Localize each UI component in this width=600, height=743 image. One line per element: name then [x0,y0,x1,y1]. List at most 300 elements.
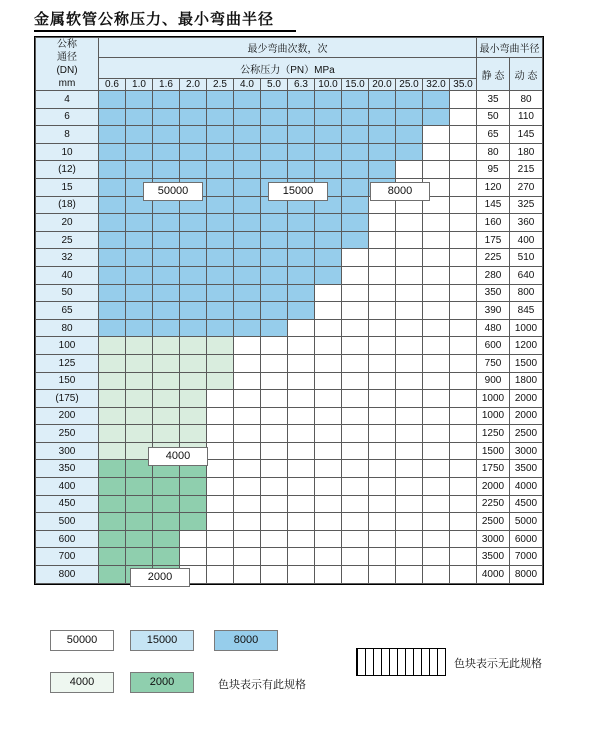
spec-cell [315,249,342,267]
spec-cell [207,178,234,196]
spec-cell [423,214,450,232]
spec-cell [180,390,207,408]
spec-cell [315,108,342,126]
spec-cell [315,284,342,302]
spec-cell [450,266,477,284]
spec-cell [234,91,261,109]
spec-cell [261,495,288,513]
spec-cell [234,513,261,531]
head-row-3 [36,79,543,91]
spec-cell [234,214,261,232]
spec-cell [396,143,423,161]
dynamic-radius-value: 2500 [510,425,543,443]
spec-cell [450,513,477,531]
dn-value: 250 [36,425,99,443]
static-header: 静 态 [477,58,510,91]
spec-cell [315,143,342,161]
spec-cell [234,372,261,390]
table-row [36,372,543,390]
spec-cell [450,407,477,425]
dn-value: 200 [36,407,99,425]
spec-cell [315,513,342,531]
spec-cell [396,302,423,320]
spec-cell [450,178,477,196]
spec-cell [261,460,288,478]
dynamic-radius-value: 1500 [510,354,543,372]
spec-cell [207,407,234,425]
spec-cell [315,390,342,408]
spec-cell [342,407,369,425]
spec-cell [99,390,126,408]
spec-cell [396,284,423,302]
hatch-swatch [356,648,446,676]
spec-cell [450,231,477,249]
dn-value: 600 [36,530,99,548]
spec-cell [342,530,369,548]
spec-cell [450,284,477,302]
spec-cell [261,161,288,179]
spec-cell [180,495,207,513]
spec-cell [153,302,180,320]
spec-cell [126,478,153,496]
spec-cell [450,372,477,390]
pressure-col-header-9: 15.0 [342,79,369,91]
spec-cell [180,319,207,337]
table-row [36,548,543,566]
spec-cell [261,214,288,232]
dynamic-radius-value: 7000 [510,548,543,566]
spec-cell [315,460,342,478]
spec-cell [423,548,450,566]
dynamic-radius-value: 400 [510,231,543,249]
dynamic-radius-value: 4500 [510,495,543,513]
spec-cell [207,249,234,267]
spec-cell [396,566,423,584]
spec-cell [99,284,126,302]
spec-cell [180,143,207,161]
spec-cell [126,126,153,144]
spec-cell [261,284,288,302]
spec-cell [423,390,450,408]
table-head [36,38,543,91]
spec-cell [99,249,126,267]
pressure-col-header-10: 20.0 [369,79,396,91]
spec-cell [396,530,423,548]
spec-cell [126,425,153,443]
spec-cell [126,108,153,126]
static-radius-value: 225 [477,249,510,267]
spec-cell [180,91,207,109]
spec-cell [369,478,396,496]
spec-cell [207,566,234,584]
static-radius-value: 1000 [477,390,510,408]
dn-line-4: mm [58,78,76,89]
spec-cell [207,478,234,496]
spec-cell [207,354,234,372]
spec-cell [234,178,261,196]
spec-cell [153,530,180,548]
spec-cell [423,530,450,548]
table-row [36,302,543,320]
spec-cell [207,530,234,548]
legend-color-note: 色块表示有此规格 [218,679,306,691]
spec-cell [207,460,234,478]
spec-cell [342,460,369,478]
spec-cell [396,478,423,496]
spec-cell [423,161,450,179]
spec-cell [369,284,396,302]
spec-cell [261,442,288,460]
spec-cell [396,495,423,513]
spec-cell [261,530,288,548]
spec-cell [450,319,477,337]
spec-cell [234,425,261,443]
spec-cell [342,319,369,337]
spec-cell [288,390,315,408]
spec-cell [423,337,450,355]
static-radius-value: 1250 [477,425,510,443]
spec-cell [153,513,180,531]
spec-cell [261,425,288,443]
spec-cell [126,548,153,566]
spec-cell [234,495,261,513]
dn-value: 20 [36,214,99,232]
spec-cell [153,161,180,179]
spec-cell [126,302,153,320]
spec-cell [207,231,234,249]
spec-cell [369,266,396,284]
spec-cell [180,530,207,548]
dn-value: (175) [36,390,99,408]
spec-cell [153,214,180,232]
spec-cell [153,478,180,496]
spec-cell [99,231,126,249]
dynamic-radius-value: 800 [510,284,543,302]
spec-cell [99,478,126,496]
spec-cell [99,319,126,337]
static-radius-value: 1500 [477,442,510,460]
spec-cell [288,161,315,179]
spec-cell [207,143,234,161]
spec-cell [207,161,234,179]
spec-cell [126,284,153,302]
spec-cell [126,390,153,408]
pressure-col-header-1: 1.0 [126,79,153,91]
spec-cell [234,460,261,478]
spec-cell [423,566,450,584]
table-row [36,425,543,443]
spec-cell [234,231,261,249]
spec-cell [423,266,450,284]
spec-cell [396,354,423,372]
spec-cell [288,530,315,548]
spec-cell [99,91,126,109]
dynamic-radius-value: 325 [510,196,543,214]
spec-cell [396,249,423,267]
spec-cell [180,214,207,232]
spec-cell [423,91,450,109]
dynamic-radius-value: 270 [510,178,543,196]
dynamic-radius-value: 2000 [510,390,543,408]
spec-cell [342,108,369,126]
dn-line-3: (DN) [56,65,78,76]
spec-cell [261,108,288,126]
spec-cell [288,231,315,249]
spec-cell [369,495,396,513]
spec-cell [342,214,369,232]
spec-cell [342,302,369,320]
spec-cell [315,266,342,284]
spec-cell [234,530,261,548]
spec-cell [261,390,288,408]
spec-cell [369,548,396,566]
static-radius-value: 2000 [477,478,510,496]
spec-cell [288,319,315,337]
static-radius-value: 1000 [477,407,510,425]
spec-cell [261,372,288,390]
spec-cell [450,214,477,232]
spec-cell [396,91,423,109]
spec-cell [180,284,207,302]
spec-cell [369,354,396,372]
spec-cell [153,126,180,144]
spec-cell [450,249,477,267]
table-row [36,91,543,109]
table-body [36,91,543,584]
dn-value: 32 [36,249,99,267]
dn-value: 10 [36,143,99,161]
spec-cell [315,231,342,249]
spec-cell [423,372,450,390]
spec-cell [99,548,126,566]
spec-cell [369,390,396,408]
spec-cell [342,442,369,460]
spec-cell [450,442,477,460]
spec-cell [153,390,180,408]
spec-cell [126,266,153,284]
pressure-col-header-2: 1.6 [153,79,180,91]
spec-cell [396,425,423,443]
spec-cell [423,513,450,531]
table-row [36,249,543,267]
dynamic-radius-value: 1800 [510,372,543,390]
spec-cell [342,495,369,513]
spec-cell [261,319,288,337]
spec-cell [126,530,153,548]
spec-cell [423,319,450,337]
spec-cell [369,372,396,390]
spec-cell [180,302,207,320]
spec-cell [180,249,207,267]
legend-box-15000: 15000 [130,630,194,651]
spec-cell [153,91,180,109]
spec-cell [261,354,288,372]
spec-cell [423,231,450,249]
spec-cell [288,372,315,390]
spec-cell [369,337,396,355]
dynamic-radius-value: 110 [510,108,543,126]
spec-cell [342,266,369,284]
spec-cell [99,372,126,390]
spec-cell [342,178,369,196]
pressure-col-header-5: 4.0 [234,79,261,91]
dn-line-2: 通径 [57,52,77,63]
spec-cell [369,249,396,267]
spec-cell [342,478,369,496]
spec-cell [234,319,261,337]
dynamic-radius-value: 3000 [510,442,543,460]
dn-value: 15 [36,178,99,196]
spec-cell [99,161,126,179]
spec-cell [99,196,126,214]
spec-cell [288,249,315,267]
spec-cell [180,354,207,372]
table-row [36,513,543,531]
spec-cell [423,442,450,460]
table-row [36,354,543,372]
spec-cell [288,407,315,425]
dn-value: 400 [36,478,99,496]
static-radius-value: 160 [477,214,510,232]
static-radius-value: 1750 [477,460,510,478]
pressure-col-header-11: 25.0 [396,79,423,91]
spec-cell [126,143,153,161]
spec-cell [180,231,207,249]
dn-line-1: 公称 [57,39,77,50]
spec-cell [369,513,396,531]
spec-cell [396,513,423,531]
spec-cell [288,442,315,460]
spec-cell [207,108,234,126]
dn-value: 700 [36,548,99,566]
dynamic-radius-value: 510 [510,249,543,267]
spec-cell [153,108,180,126]
spec-cell [234,284,261,302]
spec-cell [153,284,180,302]
spec-cell [99,266,126,284]
static-radius-value: 350 [477,284,510,302]
spec-cell [342,161,369,179]
spec-cell [288,143,315,161]
spec-cell [234,478,261,496]
spec-cell [234,108,261,126]
dn-value: 800 [36,566,99,584]
spec-cell [207,196,234,214]
pressure-col-header-8: 10.0 [315,79,342,91]
spec-cell [315,372,342,390]
spec-cell [315,214,342,232]
spec-cell [99,126,126,144]
static-radius-value: 600 [477,337,510,355]
spec-cell [234,143,261,161]
dn-value: 125 [36,354,99,372]
dn-value: 8 [36,126,99,144]
spec-cell [261,302,288,320]
spec-cell [261,337,288,355]
spec-cell [342,372,369,390]
spec-cell [207,372,234,390]
spec-cell [288,548,315,566]
dn-value: 40 [36,266,99,284]
spec-cell [450,354,477,372]
spec-cell [99,407,126,425]
callout-8000: 8000 [370,182,430,201]
dynamic-radius-value: 215 [510,161,543,179]
spec-cell [342,513,369,531]
dn-value: 450 [36,495,99,513]
spec-cell [450,566,477,584]
spec-cell [450,161,477,179]
spec-cell [99,495,126,513]
spec-cell [207,548,234,566]
static-radius-value: 900 [477,372,510,390]
table-row [36,266,543,284]
spec-cell [153,249,180,267]
spec-cell [450,302,477,320]
spec-cell [315,337,342,355]
spec-cell [450,548,477,566]
spec-cell [153,372,180,390]
spec-cell [153,337,180,355]
spec-cell [315,566,342,584]
spec-cell [396,161,423,179]
spec-cell [369,161,396,179]
spec-cell [180,372,207,390]
pressure-header: 公称压力（PN）MPa [99,58,477,79]
dynamic-header: 动 态 [510,58,543,91]
spec-cell [315,91,342,109]
spec-cell [450,337,477,355]
dynamic-radius-value: 5000 [510,513,543,531]
dn-value: 80 [36,319,99,337]
static-radius-value: 4000 [477,566,510,584]
spec-cell [261,478,288,496]
spec-cell [315,319,342,337]
spec-cell [261,126,288,144]
static-radius-value: 2250 [477,495,510,513]
static-radius-value: 35 [477,91,510,109]
spec-cell [369,91,396,109]
spec-cell [315,161,342,179]
table-row [36,495,543,513]
spec-cell [234,442,261,460]
spec-cell [99,513,126,531]
spec-cell [180,126,207,144]
spec-cell [126,407,153,425]
spec-cell [369,214,396,232]
spec-cell [180,407,207,425]
spec-cell [288,513,315,531]
spec-cell [396,460,423,478]
dn-value: 6 [36,108,99,126]
table-row [36,161,543,179]
bend-radius-header: 最小弯曲半径 [477,38,543,58]
spec-cell [99,354,126,372]
dynamic-radius-value: 6000 [510,530,543,548]
spec-cell [261,249,288,267]
spec-cell [342,566,369,584]
dynamic-radius-value: 180 [510,143,543,161]
spec-cell [396,442,423,460]
spec-cell [342,337,369,355]
legend-box-8000: 8000 [214,630,278,651]
spec-cell [153,231,180,249]
spec-cell [342,390,369,408]
static-radius-value: 120 [477,178,510,196]
spec-cell [288,91,315,109]
spec-cell [288,302,315,320]
spec-cell [153,266,180,284]
